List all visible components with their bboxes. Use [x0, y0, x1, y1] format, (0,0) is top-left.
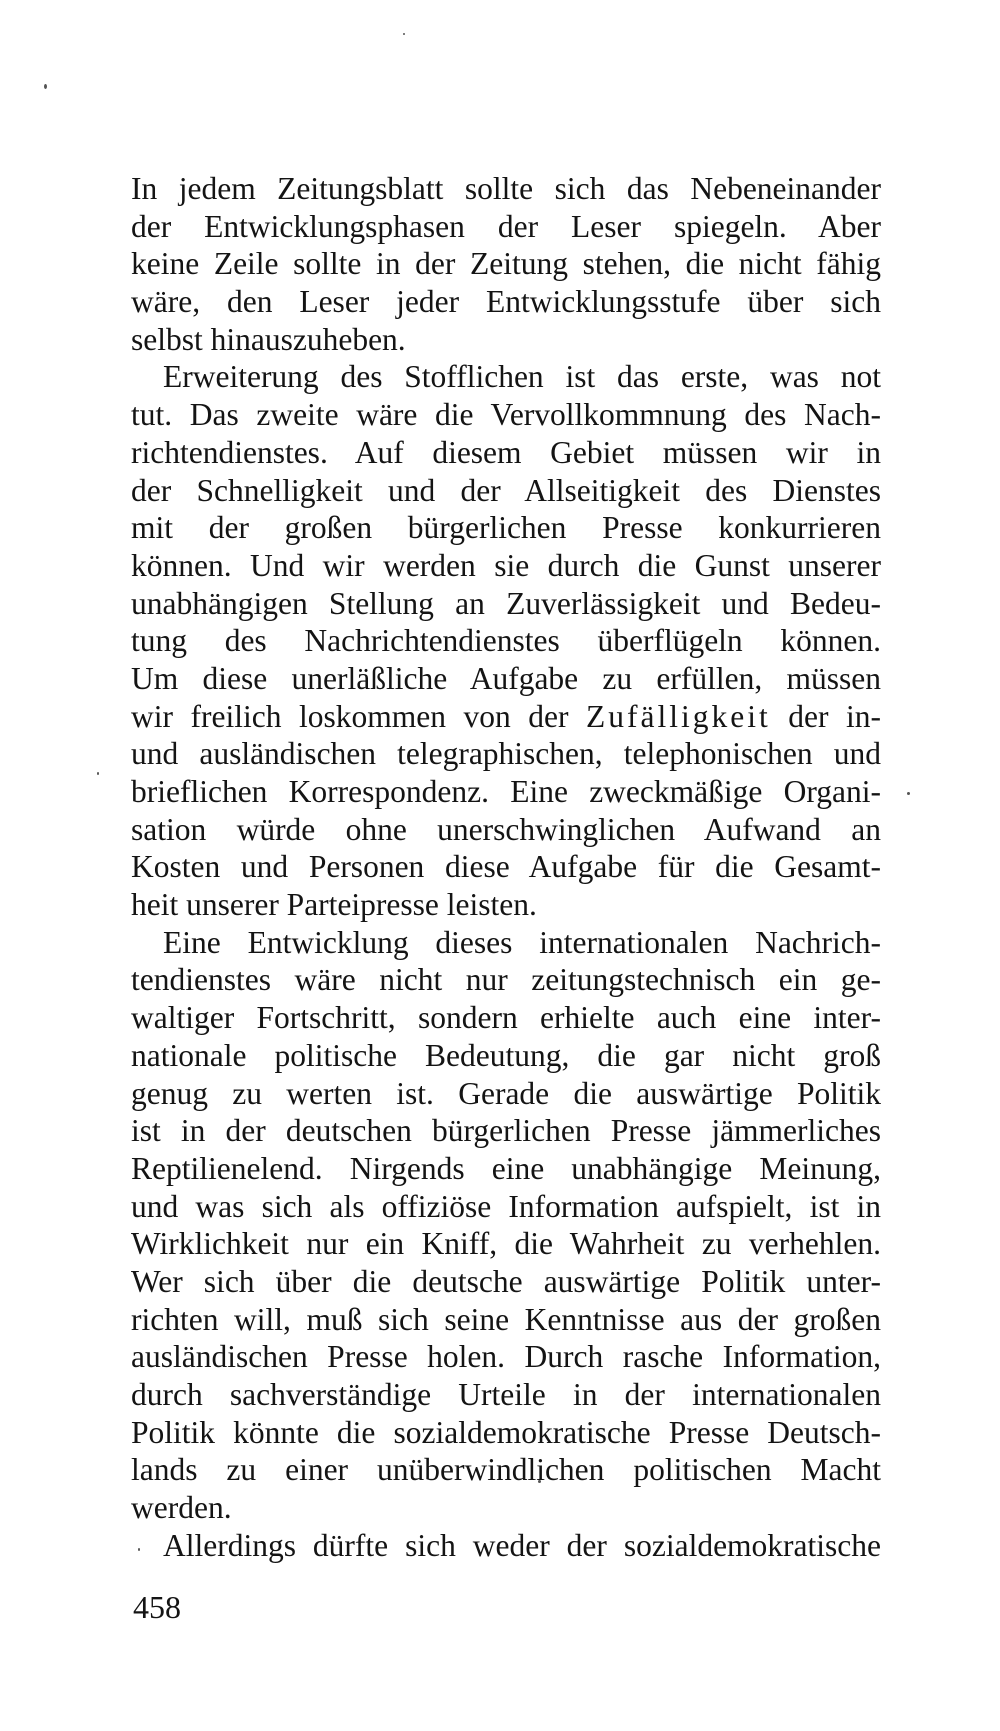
- text-line: der Entwicklungsphasen der Leser spiegeln. Aber: [131, 208, 881, 244]
- text-line: heit unserer Parteipresse leisten.: [131, 887, 537, 923]
- text-line: ausländischen Presse holen. Durch rasche Information,: [131, 1339, 881, 1375]
- text-line: Allerdings dürfte sich weder der sozialdemokratische: [163, 1527, 881, 1563]
- text-line: richten will, muß sich seine Kenntnisse aus der großen: [131, 1301, 881, 1337]
- text-line: In jedem Zeitungsblatt sollte sich das Nebeneinander: [131, 171, 881, 206]
- page-number: 458: [133, 1589, 181, 1625]
- text-line: unabhängigen Stellung an Zuverlässigkeit und Bedeu-: [131, 585, 881, 621]
- text-line: tut. Das zweite wäre die Vervollkommnung des Nach-: [131, 397, 881, 433]
- print-speck: [97, 772, 99, 775]
- text-line: Wirklichkeit nur ein Kniff, die Wahrheit zu verhehlen.: [131, 1226, 881, 1262]
- emphasized-word: Zufälligkeit: [586, 698, 771, 734]
- body-text: [131, 170, 881, 1564]
- text-line: und ausländischen telegraphischen, telephonischen und: [131, 736, 881, 772]
- text-line: nationale politische Bedeutung, die gar nicht groß: [131, 1037, 881, 1073]
- text-line: keine Zeile sollte in der Zeitung stehen, die nicht fähig: [131, 246, 881, 282]
- text-line: sation würde ohne unerschwinglichen Aufwand an: [131, 811, 881, 847]
- text-line: Wer sich über die deutsche auswärtige Politik unter-: [131, 1263, 881, 1299]
- text-line: können. Und wir werden sie durch die Gunst unserer: [131, 547, 881, 583]
- text-line: brieflichen Korrespondenz. Eine zweckmäßige Organi-: [131, 774, 881, 809]
- text-line: [131, 698, 881, 736]
- text-line: Kosten und Personen diese Aufgabe für die Gesamt-: [131, 849, 881, 885]
- text-line: ist in der deutschen bürgerlichen Presse jämmerliches: [131, 1113, 881, 1149]
- text-fragment: wir freilich loskommen von der: [131, 698, 587, 734]
- print-speck: [403, 33, 405, 35]
- text-line: und was sich als offiziöse Information aufspielt, ist in: [131, 1188, 881, 1224]
- text-line: Politik könnte die sozialdemokratische Presse Deutsch-: [131, 1414, 881, 1450]
- text-line: Reptilienelend. Nirgends eine unabhängige Meinung,: [131, 1150, 881, 1186]
- text-line: mit der großen bürgerlichen Presse konkurrieren: [131, 510, 881, 546]
- text-line: waltiger Fortschritt, sondern erhielte auch eine inter-: [131, 1000, 881, 1036]
- text-line: tendienstes wäre nicht nur zeitungstechnisch ein ge-: [131, 962, 881, 998]
- text-line: richtendienstes. Auf diesem Gebiet müssen wir in: [131, 434, 881, 470]
- text-line: genug zu werten ist. Gerade die auswärtige Politik: [131, 1075, 881, 1111]
- text-line: durch sachverständige Urteile in der internationalen: [131, 1377, 881, 1412]
- print-speck: [44, 84, 47, 89]
- text-line: wäre, den Leser jeder Entwicklungsstufe über sich: [131, 284, 881, 320]
- text-line: Um diese unerläßliche Aufgabe zu erfüllen, müssen: [131, 660, 881, 696]
- text-line: werden.: [131, 1490, 232, 1526]
- text-line: der Schnelligkeit und der Allseitigkeit des Dienstes: [131, 472, 881, 508]
- text-line: Erweiterung des Stofflichen ist das erste, was not: [163, 359, 881, 395]
- text-line: Eine Entwicklung dieses internationalen Nachrich-: [163, 924, 881, 960]
- text-line: tung des Nachrichtendienstes überflügeln können.: [131, 623, 881, 659]
- text-fragment: der in-: [770, 698, 881, 734]
- print-speck: [907, 792, 910, 795]
- text-line: lands zu einer unüberwindlichen politischen Macht: [131, 1452, 881, 1488]
- text-line: selbst hinauszuheben.: [131, 321, 406, 357]
